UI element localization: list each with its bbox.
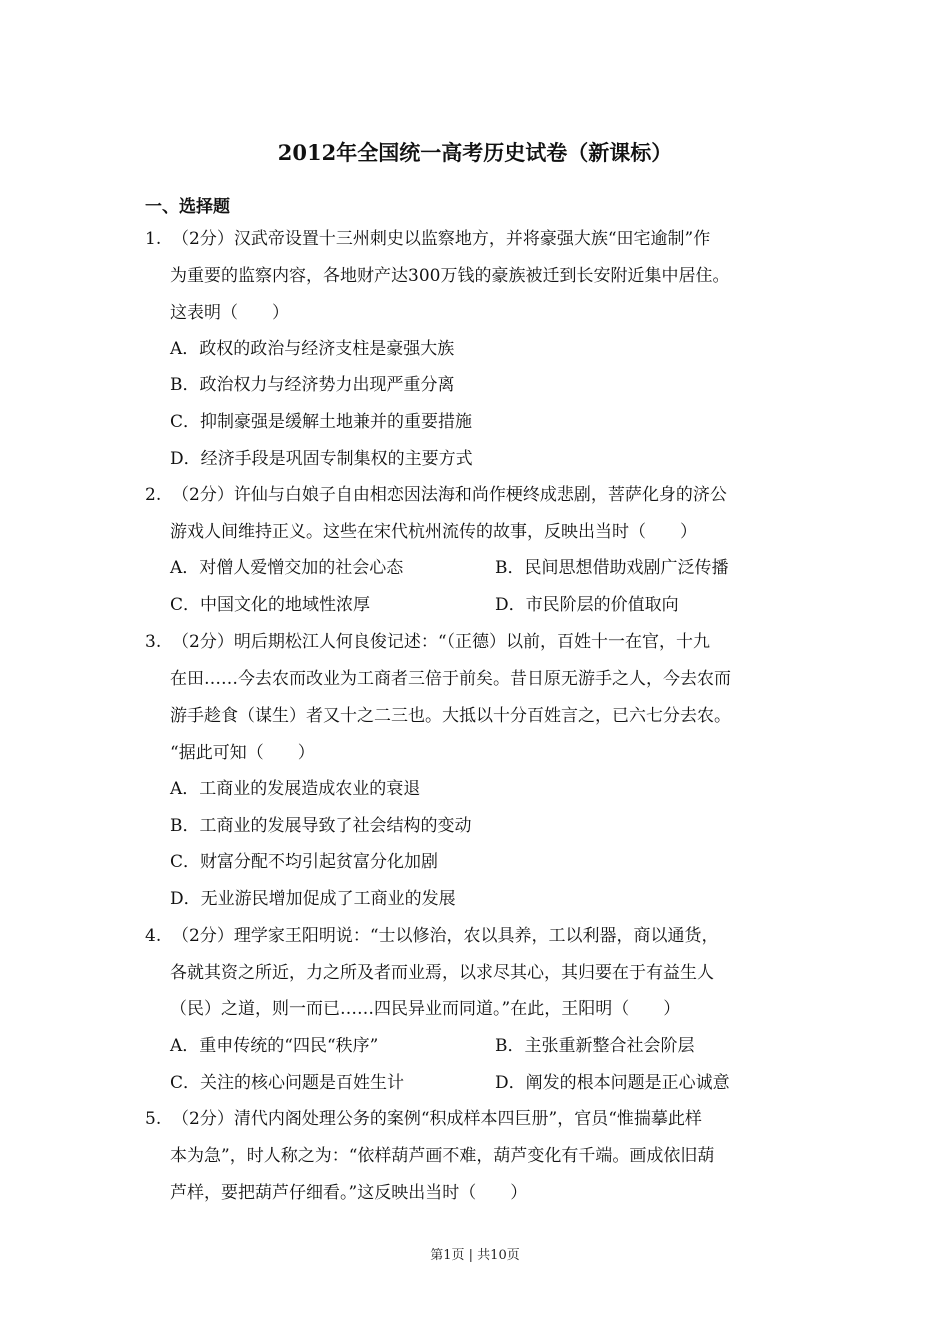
question-text-line: （2分）汉武帝设置十三州刺史以监察地方，并将豪强大族“田宅逾制”作	[172, 229, 711, 249]
question-text-line: （2分）清代内阁处理公务的案例“积成样本四巨册”，官员“惟揣摹此样	[172, 1109, 702, 1129]
question-text-line: 游戏人间维持正义。这些在宋代杭州流传的故事，反映出当时（ ）	[170, 522, 697, 542]
question-text-line: （2分）许仙与白娘子自由相恋因法海和尚作梗终成悲剧，菩萨化身的济公	[172, 485, 727, 505]
answer-option: D．无业游民增加促成了工商业的发展	[170, 889, 456, 909]
question-text-line: 在田……今去农而改业为工商者三倍于前矣。昔日原无游手之人，今去农而	[170, 669, 731, 689]
question-number: 2.	[145, 485, 162, 505]
question-number: 1.	[145, 229, 162, 249]
answer-option: C．财富分配不均引起贫富分化加剧	[170, 852, 439, 872]
section-heading: 一、选择题	[145, 197, 230, 217]
question-number: 4.	[145, 926, 162, 946]
answer-option: B．民间思想借助戏剧广泛传播	[495, 558, 729, 578]
answer-option: C．抑制豪强是缓解土地兼并的重要措施	[170, 412, 473, 432]
page-title: 2012年全国统一高考历史试卷（新课标）	[277, 140, 673, 165]
answer-option: D．阐发的根本问题是正心诚意	[495, 1073, 730, 1093]
question-text-line: 为重要的监察内容，各地财产达300万钱的豪族被迁到长安附近集中居住。	[170, 266, 730, 286]
page-footer: 第1页 | 共10页	[430, 1248, 520, 1263]
answer-option: B．主张重新整合社会阶层	[495, 1036, 695, 1056]
answer-option: A．对僧人爱憎交加的社会心态	[170, 558, 404, 578]
answer-option: B．工商业的发展导致了社会结构的变动	[170, 816, 472, 836]
question-text-line: 各就其资之所近，力之所及者而业焉，以求尽其心，其归要在于有益生人	[170, 963, 714, 983]
question-text-line: 游手趁食（谋生）者又十之二三也。大抵以十分百姓言之，已六七分去农。	[170, 706, 731, 726]
answer-option: C．中国文化的地域性浓厚	[170, 595, 371, 615]
question-text-line: “据此可知（ ）	[170, 743, 315, 763]
answer-option: A．政权的政治与经济支柱是豪强大族	[170, 339, 455, 359]
answer-option: D．经济手段是巩固专制集权的主要方式	[170, 449, 473, 469]
question-text-line: （民）之道，则一而已……四民异业而同道。”在此，王阳明（ ）	[170, 999, 681, 1019]
question-number: 3.	[145, 632, 162, 652]
question-text-line: 这表明（ ）	[170, 303, 289, 323]
answer-option: A．工商业的发展造成农业的衰退	[170, 779, 421, 799]
question-text-line: 芦样，要把葫芦仔细看。”这反映出当时（ ）	[170, 1183, 528, 1203]
answer-option: D．市民阶层的价值取向	[495, 595, 679, 615]
answer-option: A．重申传统的“四民“秩序”	[170, 1036, 379, 1056]
answer-option: C．关注的核心问题是百姓生计	[170, 1073, 405, 1093]
question-text-line: （2分）明后期松江人何良俊记述：“（正德）以前，百姓十一在官，十九	[172, 632, 711, 652]
question-text-line: （2分）理学家王阳明说：“士以修治，农以具养，工以利器，商以通货，	[172, 926, 719, 946]
question-text-line: 本为急”，时人称之为：“依样葫芦画不难，葫芦变化有千端。画成依旧葫	[170, 1146, 715, 1166]
question-number: 5.	[145, 1109, 162, 1129]
answer-option: B．政治权力与经济势力出现严重分离	[170, 375, 455, 395]
